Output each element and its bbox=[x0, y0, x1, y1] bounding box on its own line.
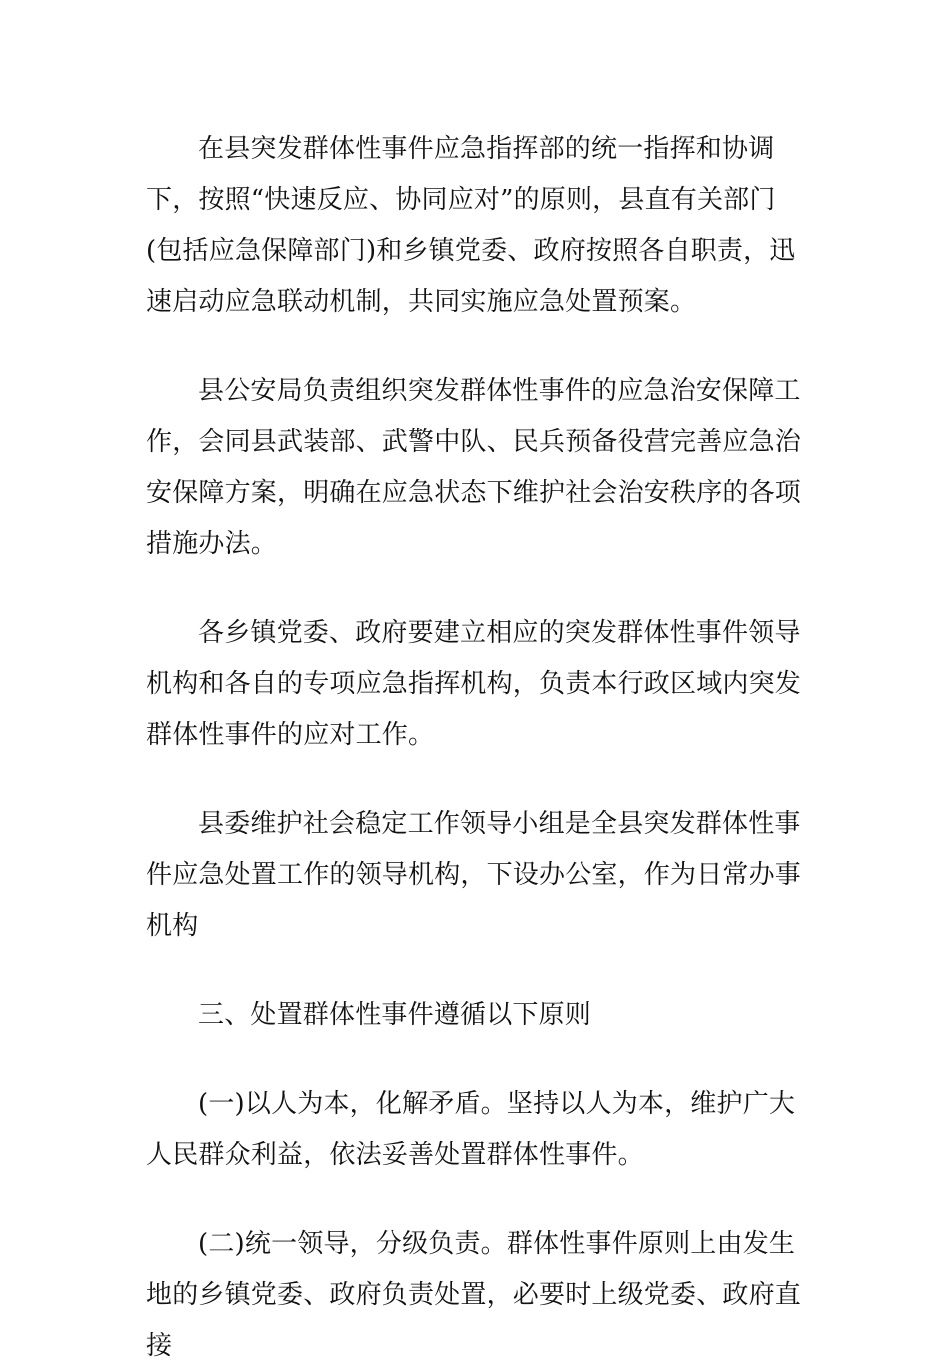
document-body bbox=[146, 124, 806, 1372]
paragraph-public-security: 县公安局负责组织突发群体性事件的应急治安保障工作，会同县武装部、武警中队、民兵预备役营完善应急治安保障方案，明确在应急状态下维护社会治安秩序的各项措施办法。 bbox=[146, 376, 802, 559]
paragraph-leading-group: 县委维护社会稳定工作领导小组是全县突发群体性事件应急处置工作的领导机构，下设办公室，作为日常办事机构 bbox=[146, 809, 802, 941]
paragraph-emergency-linkage: 在县突发群体性事件应急指挥部的统一指挥和协调下，按照“快速反应、协同应对”的原则，县直有关部门(包括应急保障部门)和乡镇党委、政府按照各自职责，迅速启动应急联动机制，共同实施应急处置预案。 bbox=[146, 134, 796, 317]
paragraph-township-organs: 各乡镇党委、政府要建立相应的突发群体性事件领导机构和各自的专项应急指挥机构，负责本行政区域内突发群体性事件的应对工作。 bbox=[146, 618, 802, 750]
section-heading-principles: 三、处置群体性事件遵循以下原则 bbox=[198, 1000, 592, 1030]
paragraph-principle-one: (一)以人为本，化解矛盾。坚持以人为本，维护广大人民群众利益，依法妥善处置群体性事件。 bbox=[146, 1089, 796, 1170]
paragraph-principle-two: (二)统一领导，分级负责。群体性事件原则上由发生地的乡镇党委、政府负责处置，必要时上级党委、政府直接 bbox=[146, 1229, 802, 1361]
